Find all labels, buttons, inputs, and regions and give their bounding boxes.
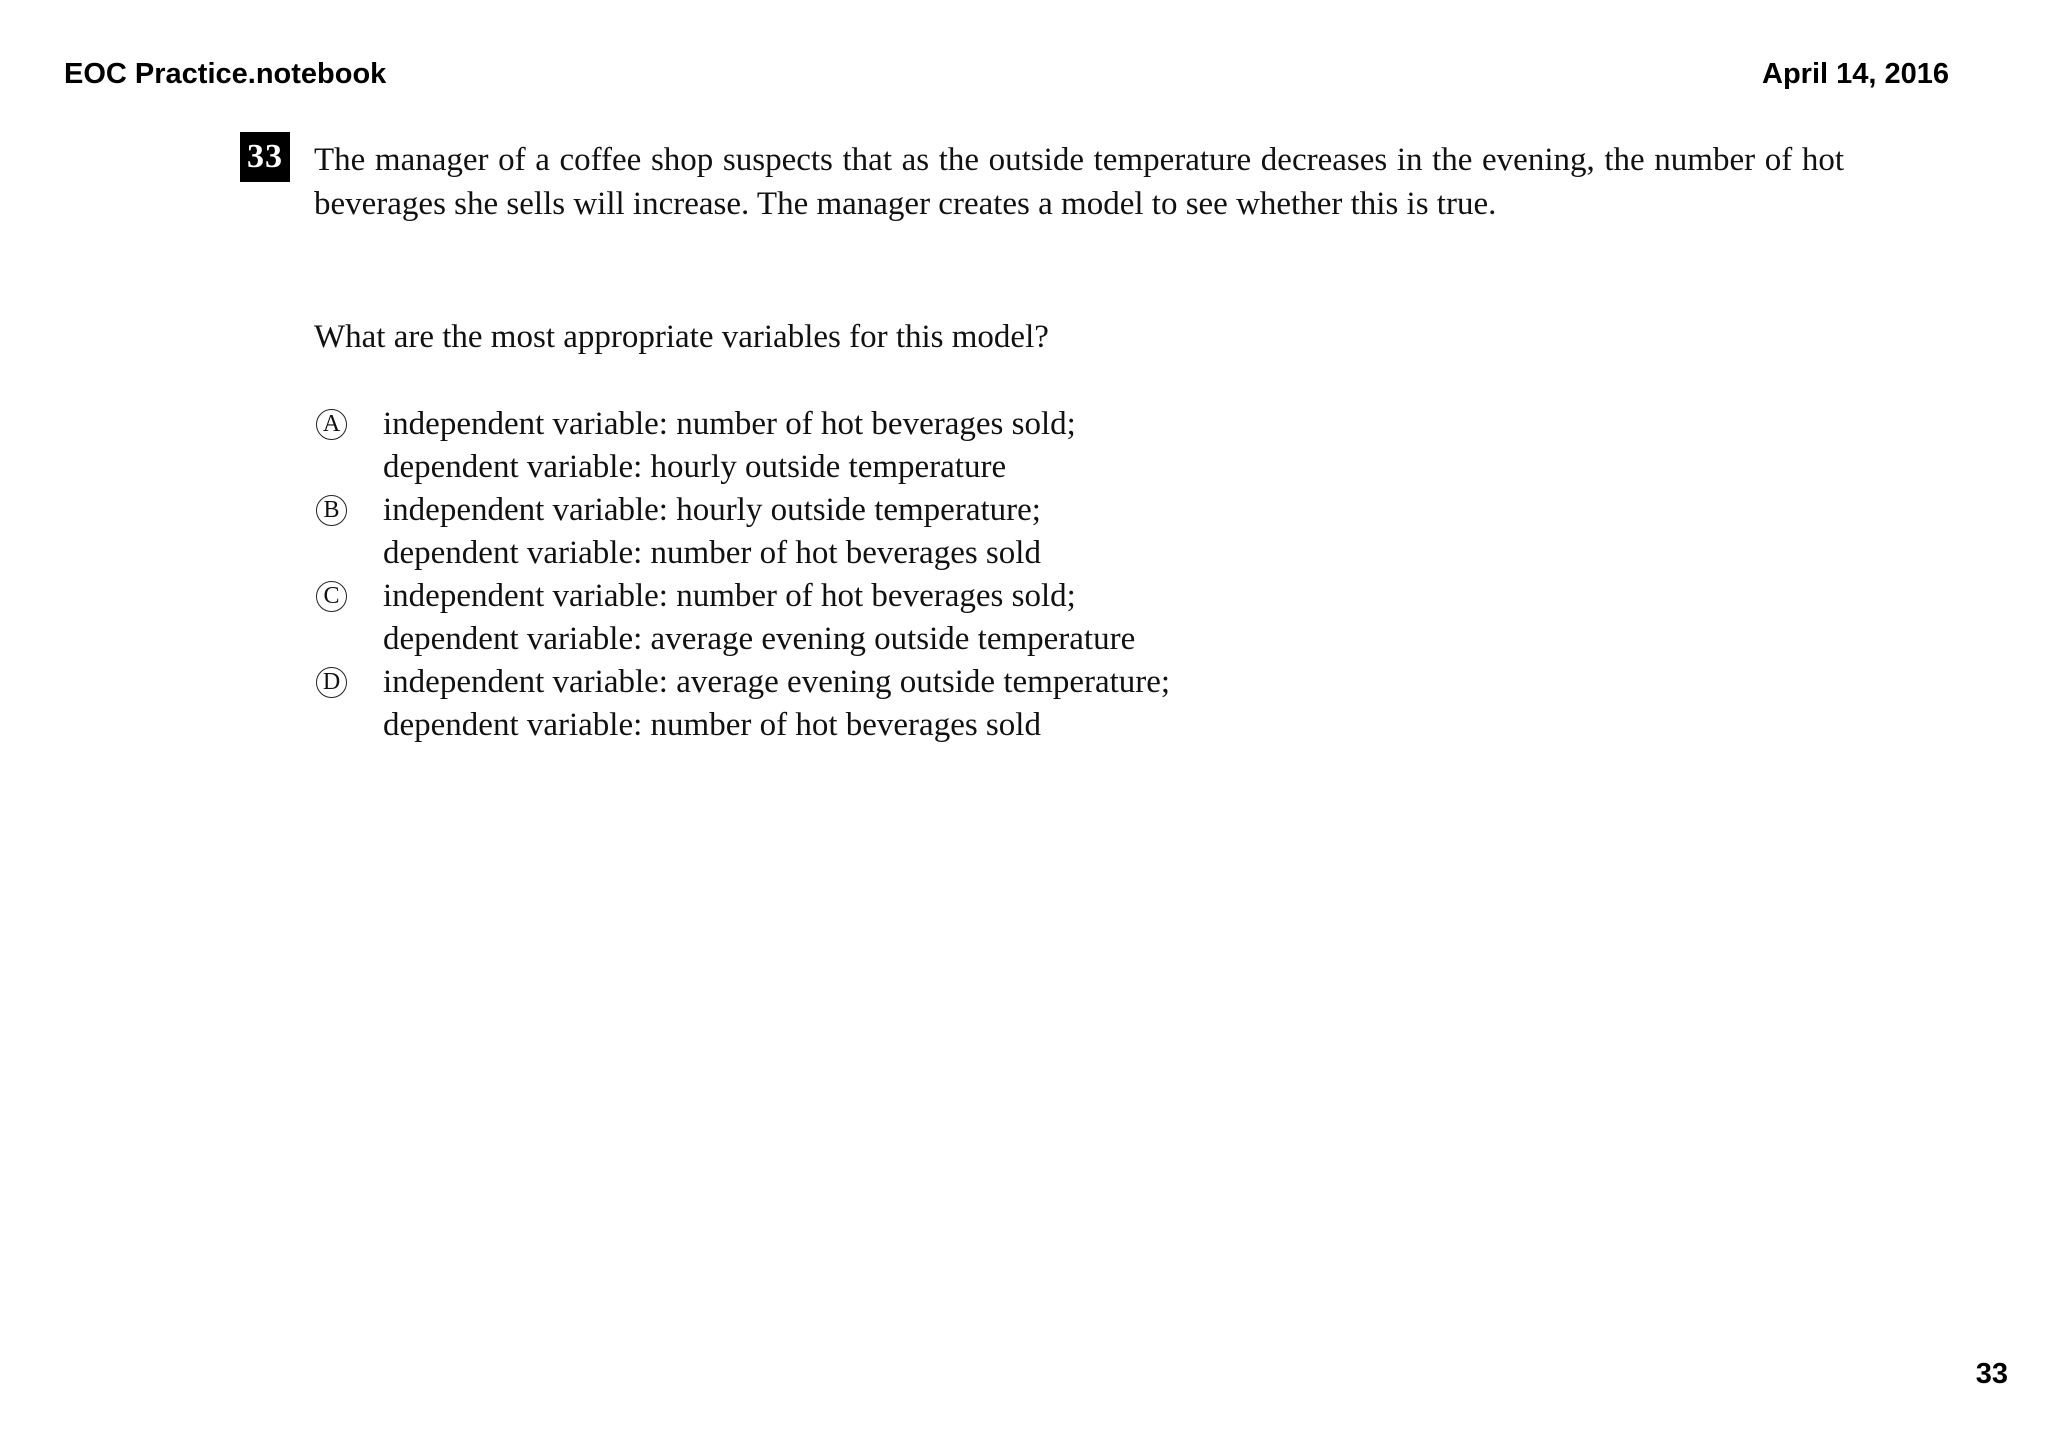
notebook-title: EOC Practice.notebook [64,58,387,90]
choice-a-bubble[interactable]: A [316,409,347,440]
question-stem: The manager of a coffee shop suspects that as the outside temperature decreases in the evening, the number of hot beverages she sells will increase. The manager creates a model to see whether this is true. [314,142,1844,222]
choice-b[interactable] [314,489,1170,575]
choice-c-bubble[interactable]: C [316,581,347,612]
choice-d-line1: independent variable: average evening outside temperature; [383,664,1171,700]
question-prompt: What are the most appropriate variables for this model? [314,319,1049,355]
choice-b-bubble[interactable]: B [316,495,347,526]
choice-b-line2: dependent variable: number of hot beverages sold [383,535,1041,571]
page-number: 33 [1975,1358,2008,1390]
choice-a-line2: dependent variable: hourly outside temperature [383,449,1007,485]
choice-c-line2: dependent variable: average evening outside temperature [383,621,1136,657]
choice-a[interactable] [314,403,1170,489]
choice-d-bubble[interactable]: D [316,667,347,698]
choice-c-line1: independent variable: number of hot beverages sold; [383,578,1076,614]
choice-b-line1: independent variable: hourly outside temperature; [383,492,1041,528]
choice-d-line2: dependent variable: number of hot beverages sold [383,707,1041,743]
choice-a-line1: independent variable: number of hot beverages sold; [383,406,1076,442]
choice-c[interactable] [314,575,1170,661]
answer-choices [314,403,1170,747]
question-number-badge: 33 [240,132,290,182]
choice-d[interactable] [314,661,1170,747]
header-date: April 14, 2016 [1762,58,1949,90]
